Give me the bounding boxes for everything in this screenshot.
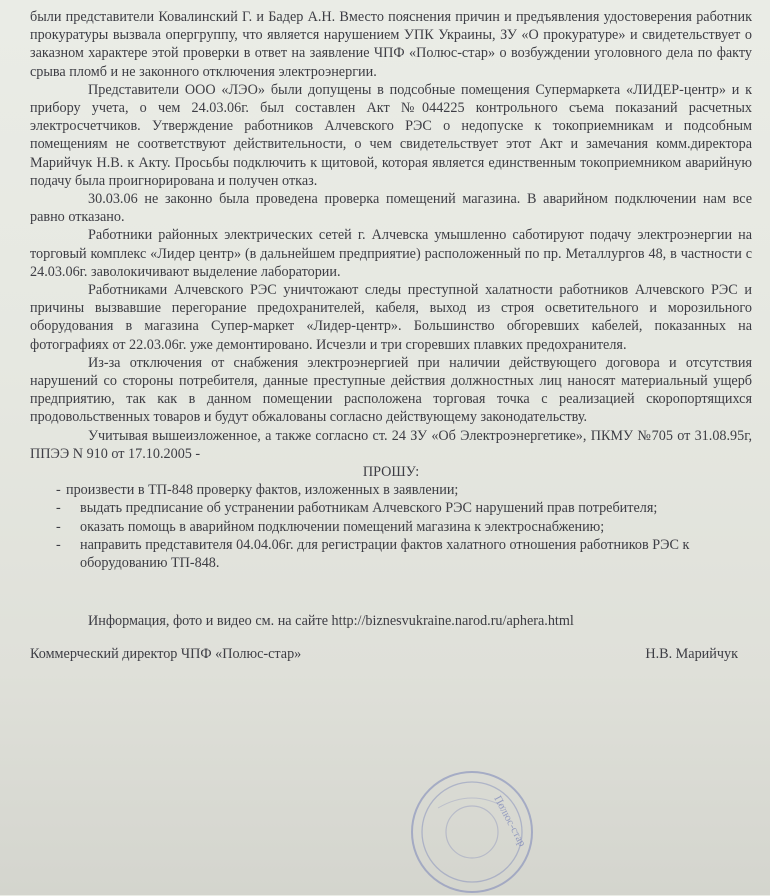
paragraph-1: были представители Ковалинский Г. и Бадер А.Н. Вместо пояснения причин и предъявления удостоверения работник прокуратуры вызвала опергруппу, что является нарушением УПК Украины, ЗУ «О прокуратуре» и свидетельствует о заказном характере этой проверки в ответ на заявление ЧПФ «Полюс-стар» о возбуждении уголовного дела по факту срыва пломб и не законного отключения электроэнергии. — [30, 9, 752, 80]
paragraph-3: 30.03.06 не законно была проведена проверка помещений магазина. В аварийном подключении нам все равно отказано. — [30, 191, 752, 226]
signer-position: Коммерческий директор ЧПФ «Полюс-стар» — [30, 645, 302, 662]
request-text: оказать помощь в аварийном подключении помещений магазина к электроснабжению; — [80, 518, 605, 535]
dash-marker: - — [56, 518, 61, 535]
dash-marker: - — [56, 482, 61, 499]
request-item — [30, 536, 752, 572]
request-item — [30, 481, 752, 499]
paragraph-4: Работники районных электрических сетей г. Алчевска умышленно саботируют подачу электроэнергии на торговый комплекс «Лидер центр» (в дальнейшем предприятие) расположенный по пр. Металлургов 48, в частности с 24.03.06г. заволокичивают выделение лаборатории. — [30, 227, 752, 280]
paragraph-7: Учитывая вышеизложенное, а также согласно ст. 24 ЗУ «Об Электроэнергетике», ПКМУ №705 от 31.08.95г, ППЭЭ N 910 от 17.10.2005 - — [30, 427, 752, 462]
spacer — [30, 572, 752, 604]
request-text: произвести в ТП-848 проверку фактов, изложенных в заявлении; — [66, 482, 459, 499]
letter-body — [30, 8, 752, 665]
signature-block — [30, 645, 752, 665]
paragraph-5: Работниками Алчевского РЭС уничтожают следы преступной халатности работников Алчевского РЭС и причины вызвавшие перегорание предохранителей, кабеля, выход из строя осветительного и морозильного оборудования в магазина Супер-маркет «Лидер-центр». Большинство обгоревших кабелей, показанных на фотографиях от 22.03.06г. уже демонтировано. Исчезли и три сгоревших плавких предохранителя. — [30, 282, 752, 353]
request-item — [30, 518, 752, 536]
request-heading: ПРОШУ: — [362, 464, 420, 481]
paragraph-6: Из-за отключения от снабжения электроэнергией при наличии действующего договора и отсутствия нарушений со стороны потребителя, данные преступные действия должностных лиц наносят материальный ущерб предприятию, так как в данном помещении расположена торговая точка с реализацией скоропортящихся продовольственных товаров и будут обжалованы согласно действующему законодательству. — [30, 354, 752, 426]
request-list — [30, 481, 752, 572]
request-item — [30, 499, 752, 517]
round-seal-icon — [408, 768, 536, 896]
signer-name: Н.В. Марийчук — [645, 645, 738, 662]
request-text: направить представителя 04.04.06г. для регистрации фактов халатного отношения работников РЭС к оборудованию ТП-848. — [80, 536, 690, 572]
dash-marker: - — [56, 500, 61, 517]
paragraph-2: Представители ООО «ЛЭО» были допущены в подсобные помещения Супермаркета «ЛИДЕР-центр» и к прибору учета, о чем 24.03.06г. был составлен Акт №044225 контрольного съема показаний расчетных электросчетчиков. Утверждение работников Алчевского РЭС о недопуске к токоприемникам и подсобным помещениям не соответствуют действительности, о чем свидетельствует этот Акт и замечания комм.директора Марийчук Н.В. к Акту. Просьбы подключить к щитовой, которая является единственным токоприемником аварийную подачу была проигнорирована и получен отказ. — [30, 81, 752, 189]
info-line: Информация, фото и видео см. на сайте http://biznesvukraine.narod.ru/aphera.html — [88, 613, 574, 630]
request-text: выдать предписание об устранении работникам Алчевского РЭС нарушений прав потребителя; — [80, 500, 658, 517]
dash-marker: - — [56, 536, 61, 553]
stamp-text: Полюс-стар — [491, 793, 529, 849]
